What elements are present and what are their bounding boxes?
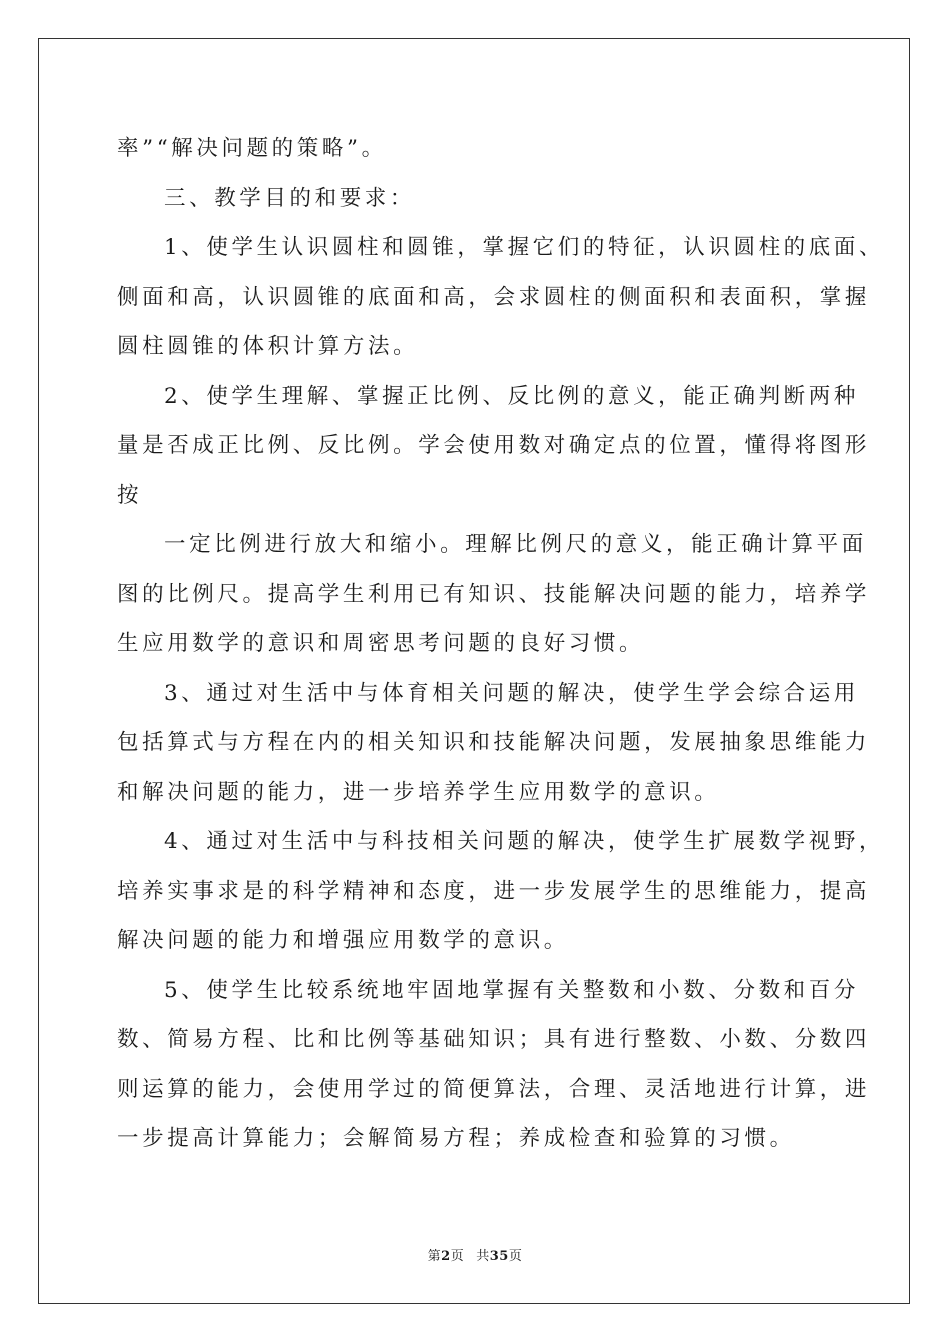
text-line: 包括算式与方程在内的相关知识和技能解决问题，发展抽象思维能力 xyxy=(117,730,871,755)
current-page-number: 2 xyxy=(441,1249,451,1264)
page-footer xyxy=(0,1245,950,1264)
text-line: 1、使学生认识圆柱和圆锥，掌握它们的特征，认识圆柱的底面、 xyxy=(164,235,885,260)
footer-total-suffix: 页 xyxy=(508,1249,523,1264)
text-line: 4、通过对生活中与科技相关问题的解决，使学生扩展数学视野， xyxy=(164,829,885,854)
text-line: 一步提高计算能力；会解简易方程；养成检查和验算的习惯。 xyxy=(117,1126,795,1151)
text-line: 量是否成正比例、反比例。学会使用数对确定点的位置，懂得将图形 xyxy=(117,433,871,458)
text-line: 和解决问题的能力，进一步培养学生应用数学的意识。 xyxy=(117,779,720,805)
footer-total-prefix: 共 xyxy=(476,1249,490,1264)
text-line: 3、通过对生活中与体育相关问题的解决，使学生学会综合运用 xyxy=(164,680,859,706)
text-line: 生应用数学的意识和周密思考问题的良好习惯。 xyxy=(117,631,645,656)
text-line: 2、使学生理解、掌握正比例、反比例的意义，能正确判断两种 xyxy=(164,383,859,409)
footer-page-suffix: 页 xyxy=(450,1249,465,1264)
section-heading: 三、教学目的和要求： xyxy=(164,185,416,211)
total-page-count: 35 xyxy=(489,1249,509,1264)
text-line: 培养实事求是的科学精神和态度，进一步发展学生的思维能力，提高 xyxy=(117,878,871,904)
text-line: 率”“解决问题的策略”。 xyxy=(117,136,387,161)
text-line: 5、使学生比较系统地牢固地掌握有关整数和小数、分数和百分 xyxy=(164,977,859,1003)
text-line: 一定比例进行放大和缩小。理解比例尺的意义，能正确计算平面 xyxy=(164,532,867,557)
text-line: 圆柱圆锥的体积计算方法。 xyxy=(117,334,419,359)
text-line: 侧面和高，认识圆锥的底面和高，会求圆柱的侧面积和表面积，掌握 xyxy=(117,284,871,310)
text-line: 解决问题的能力和增强应用数学的意识。 xyxy=(117,928,569,953)
document-body xyxy=(117,124,885,1164)
text-line: 图的比例尺。提高学生利用已有知识、技能解决问题的能力，培养学 xyxy=(117,581,871,607)
text-line: 按 xyxy=(117,482,143,508)
text-line: 则运算的能力，会使用学过的简便算法，合理、灵活地进行计算，进 xyxy=(117,1076,871,1102)
text-line: 数、简易方程、比和比例等基础知识；具有进行整数、小数、分数四 xyxy=(117,1027,871,1052)
footer-prefix: 第 xyxy=(427,1249,442,1264)
